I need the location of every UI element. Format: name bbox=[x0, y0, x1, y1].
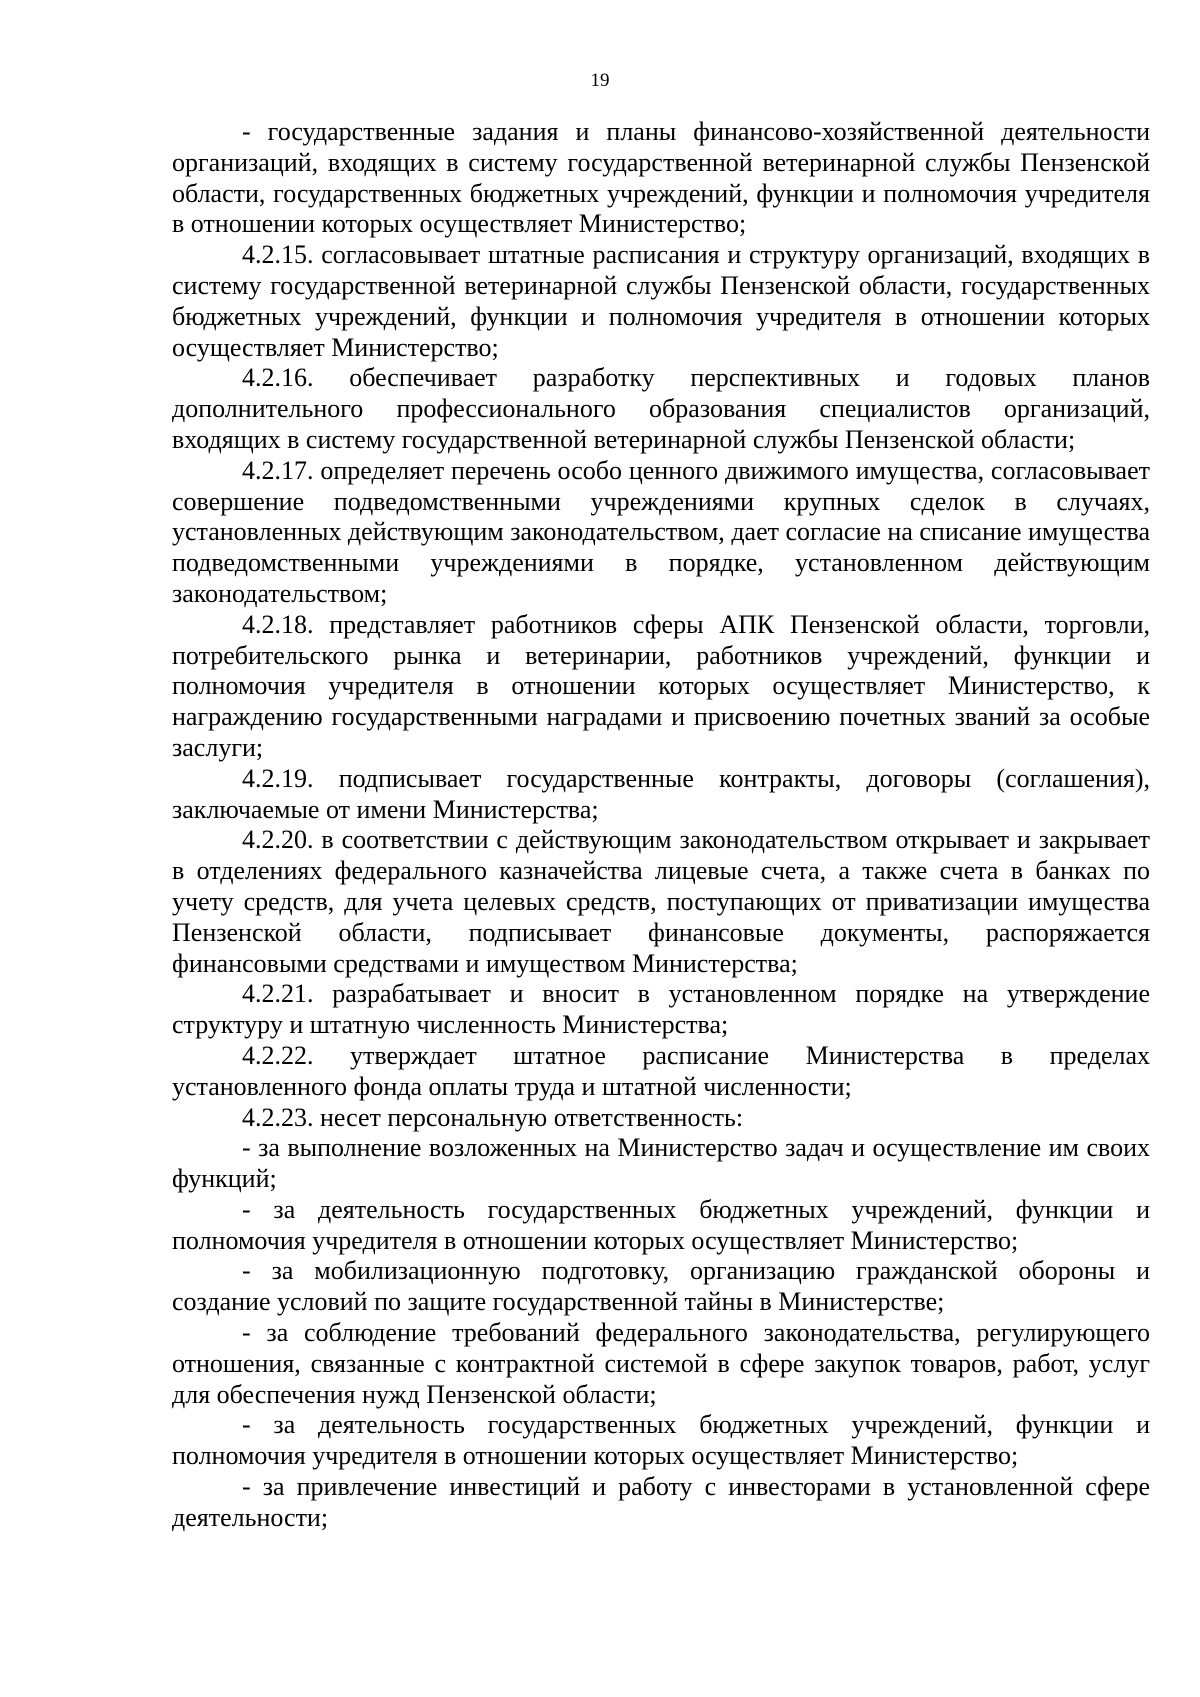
paragraph-4-2-20: 4.2.20. в соответствии с действующим законодательством открывает и закрывает в отделениях федерального казначейства лицевые счета, а также счета в банках по учету средств, для учета целевых средств, поступающих от приватизации имущества Пензенской области, подписывает финансовые документы, распоряжается финансовыми средствами и имуществом Министерства; bbox=[172, 825, 1150, 978]
paragraph-4-2-19: 4.2.19. подписывает государственные контракты, договоры (соглашения), заключаемые от имени Министерства; bbox=[172, 763, 1150, 824]
list-item-procurement: - за соблюдение требований федерального законодательства, регулирующего отношения, связанные с контрактной системой в сфере закупок товаров, работ, услуг для обеспечения нужд Пензенской области; bbox=[172, 1318, 1150, 1409]
paragraph-4-2-16: 4.2.16. обеспечивает разработку перспективных и годовых планов дополнительного профессионального образования специалистов организаций, входящих в систему государственной ветеринарной службы Пензенской области; bbox=[172, 363, 1150, 454]
list-item-budget-institutions-repeat: - за деятельность государственных бюджетных учреждений, функции и полномочия учредителя в отношении которых осуществляет Министерство; bbox=[172, 1410, 1150, 1471]
paragraph-4-2-21: 4.2.21. разрабатывает и вносит в установленном порядке на утверждение структуру и штатную численность Министерства; bbox=[172, 979, 1150, 1040]
paragraph-4-2-18: 4.2.18. представляет работников сферы АПК Пензенской области, торговли, потребительского рынка и ветеринарии, работников учреждений, функции и полномочия учредителя в отношении которых осуществляет Министерство, к награждению государственными наградами и присвоению почетных званий за особые заслуги; bbox=[172, 609, 1150, 762]
page-number: 19 bbox=[590, 70, 610, 91]
list-item-budget-institutions: - за деятельность государственных бюджетных учреждений, функции и полномочия учредителя в отношении которых осуществляет Министерство; bbox=[172, 1194, 1150, 1255]
paragraph-4-2-17: 4.2.17. определяет перечень особо ценного движимого имущества, согласовывает совершение подведомственными учреждениями крупных сделок в случаях, установленных действующим законодательством, дает согласие на списание имущества подведомственными учреждениями в порядке, установленном действующим законодательством; bbox=[172, 455, 1150, 608]
paragraph-state-tasks: - государственные задания и планы финансово-хозяйственной деятельности организаций, входящих в систему государственной ветеринарной службы Пензенской области, государственных бюджетных учреждений, функции и полномочия учредителя в отношении которых осуществляет Министерство; bbox=[172, 117, 1150, 239]
document-body bbox=[172, 117, 1150, 1534]
list-item-investments: - за привлечение инвестиций и работу с инвесторами в установленной сфере деятельности; bbox=[172, 1472, 1150, 1532]
paragraph-4-2-15: 4.2.15. согласовывает штатные расписания и структуру организаций, входящих в систему государственной ветеринарной службы Пензенской области, государственных бюджетных учреждений, функции и полномочия учредителя в отношении которых осуществляет Министерство; bbox=[172, 240, 1150, 362]
paragraph-4-2-23: 4.2.23. несет персональную ответственность: bbox=[242, 1102, 744, 1132]
paragraph-4-2-22: 4.2.22. утверждает штатное расписание Министерства в пределах установленного фонда оплаты труда и штатной численности; bbox=[172, 1040, 1150, 1101]
list-item-tasks-execution: - за выполнение возложенных на Министерство задач и осуществление им своих функций; bbox=[172, 1133, 1150, 1194]
list-item-mobilization: - за мобилизационную подготовку, организацию гражданской обороны и создание условий по защите государственной тайны в Министерстве; bbox=[172, 1256, 1150, 1317]
